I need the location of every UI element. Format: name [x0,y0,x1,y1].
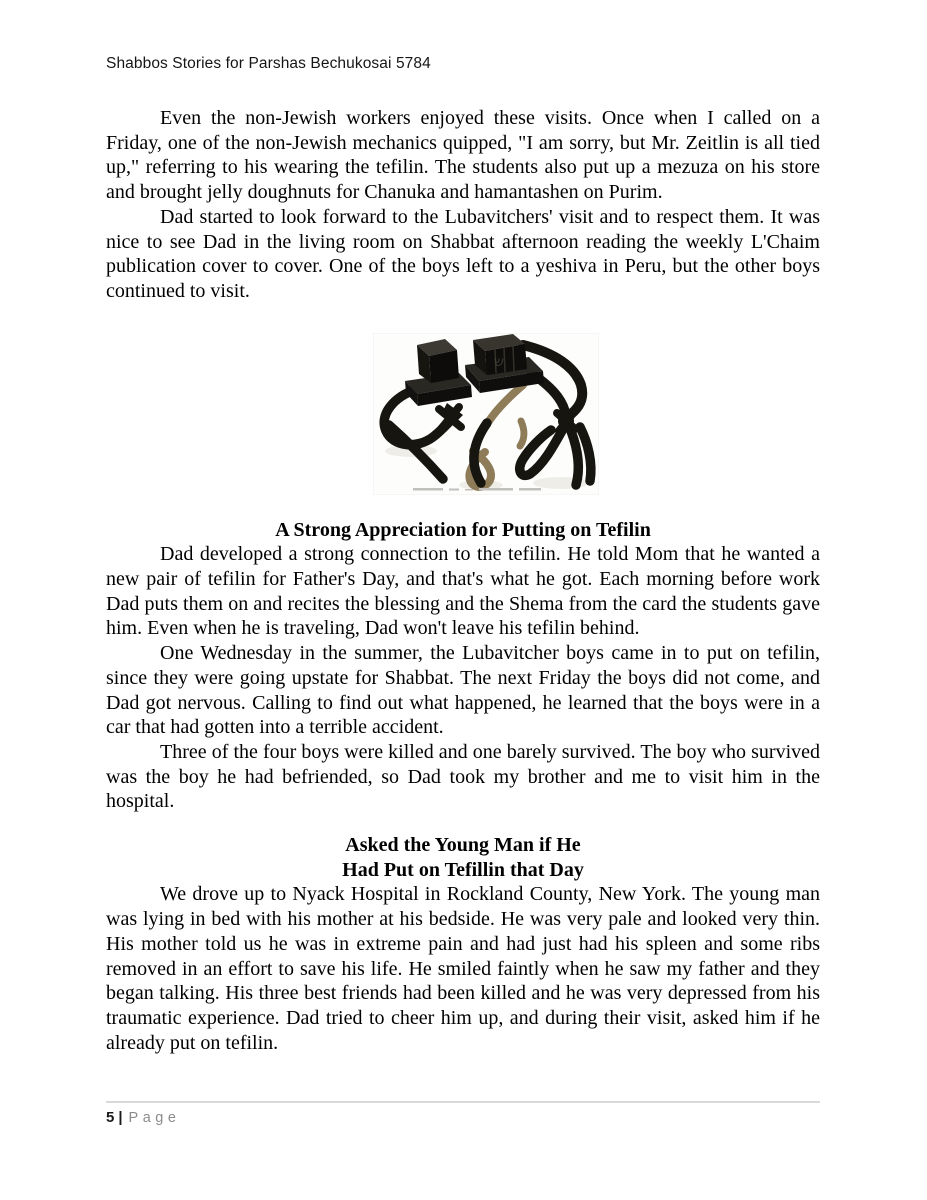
paragraph-section1-1: Dad developed a strong connection to the tefilin. He told Mom that he wanted a new pair of tefilin for Father's Day, and that's what he got. Each morning before work Dad puts them on and recites the blessing and the Shema from the card the students gave him. Even when he is traveling, Dad won't leave his tefilin behind. [106,543,820,640]
strap-knot [558,413,574,429]
shin-letter-mark: ש [494,353,504,370]
footer-divider: | [118,1109,123,1126]
heading-line-1: Asked the Young Man if He [345,834,581,857]
heading-line-2: Had Put on Tefillin that Day [342,858,584,881]
header-title: Shabbos Stories for Parshas Bechukosai 5784 [106,55,431,72]
footer-page-label: Page [128,1110,181,1126]
document-body [106,106,820,1055]
paragraph-section1-3: Three of the four boys were killed and one barely survived. The boy who survived was the boy he had befriended, so Dad took my brother and me to visit him in the hospital. [106,740,820,813]
page-number: 5 [106,1109,115,1126]
section-heading-appreciation: A Strong Appreciation for Putting on Tefilin [275,518,651,541]
paragraph-section1-2: One Wednesday in the summer, the Lubavitcher boys came in to put on tefilin, since they were going upstate for Shabbat. The next Friday the boys did not come, and Dad got nervous. Calling to find out what happened, he learned that the boys were in a car that had gotten into a terrible accident. [106,642,820,739]
page-footer [106,1101,820,1126]
tefillin-image [373,333,599,495]
paragraph-intro-2: Dad started to look forward to the Lubavitchers' visit and to respect them. It was nice to see Dad in the living room on Shabbat afternoon reading the weekly L'Chaim publication cover to cover. One of the boys left to a yeshiva in Peru, but the other boys continued to visit. [106,205,820,302]
paragraph-section2-1: We drove up to Nyack Hospital in Rockland County, New York. The young man was lying in bed with his mother at his bedside. He was very pale and looked very thin. His mother told us he was in extreme pain and had just had his spleen and some ribs removed in an effort to save his life. He smiled faintly when he saw my father and they began talking. His three best friends had been killed and he was very depressed from his traumatic experience. Dad tried to cheer him up, and during their visit, asked him if he already put on tefilin. [106,883,820,1054]
tefillin-photo [373,333,599,495]
paragraph-intro-1: Even the non-Jewish workers enjoyed these visits. Once when I called on a Friday, one of the non-Jewish mechanics quipped, "I am sorry, but Mr. Zeitlin is all tied up," referring to his wearing the tefilin. The students also put up a mezuza on his store and brought jelly doughnuts for Chanuka and hamantashen on Purim. [106,107,820,204]
section-heading-asked [106,833,820,882]
page-header [106,55,431,73]
